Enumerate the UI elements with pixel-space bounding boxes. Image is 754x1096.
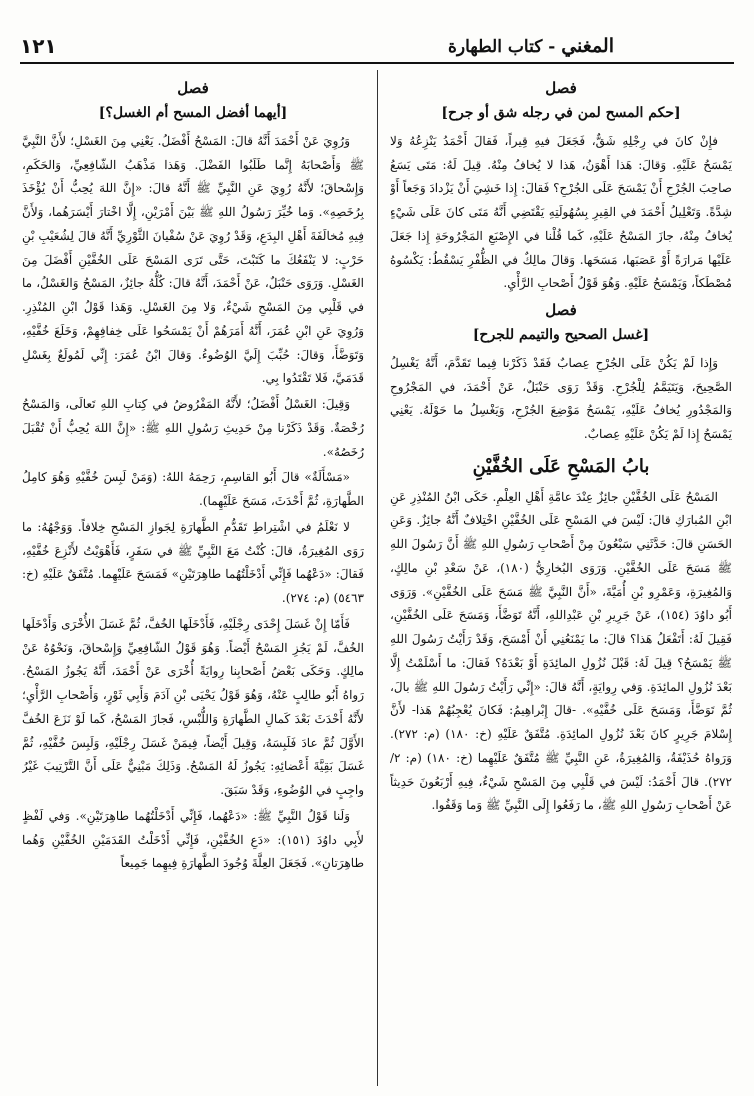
title-separator: - bbox=[542, 37, 562, 57]
fasl-heading: فصل bbox=[177, 79, 209, 97]
running-title bbox=[448, 35, 734, 57]
paragraph: وَلَنا قَوْلُ النَّبِيِّ ﷺ: «دَعْهُما، فَإِنِّي أَدْخَلْتُهُما طاهِرَتَيْنِ». وَفي لَفْظٍ لأَبِي داوُدَ (١٥١): «دَعِ الخُفَّيْنِ، فَإِنِّي أَدْخَلْتُ القَدَمَيْنِ الخُفَّيْنِ وَهُما طاهِرَتانِ». فَجَعَلَ العِلَّةَ وُجُودَ الطَّهارَةِ فِيهِما جَمِيعاً bbox=[22, 808, 364, 871]
chapter-heading: بابُ المَسْحِ عَلَى الخُفَّيْنِ bbox=[472, 455, 650, 477]
section-title: [غسل الصحيح والتيمم للجرح] bbox=[472, 327, 650, 344]
left-column bbox=[22, 74, 364, 1086]
paragraph: فَأَمّا إِنْ غَسَلَ إِحْدَى رِجْلَيْهِ، فَأَدْخَلَها الخُفَّ، ثُمَّ غَسَلَ الأُخْرَى وَأَدْخَلَها الخُفَّ، لَمْ يَجُزِ المَسْحُ أَيْضاً. وَهُوَ قَوْلُ الشّافِعِيِّ وَإِسْحاقَ، وَنَحْوُهُ عَنْ مالِكٍ. وَحَكَى بَعْضُ أَصْحابِنا رِوايَةً أُخْرَى عَنْ أَحْمَدَ، أَنَّهُ يَجُوزُ المَسْحُ. رَواهُ أَبُو طالِبٍ عَنْهُ، وَهُوَ قَوْلُ يَحْيَى بْنِ آدَمَ وَأَبِي ثَوْرٍ، وَأَصْحابِ الرَّأْيِ؛ لأَنَّهُ أَحْدَثَ بَعْدَ كَمالِ الطَّهارَةِ وَاللُّبْسِ، فَجازَ المَسْحُ، كَما لَوْ نَزَعَ الخُفَّ الأَوَّلَ ثُمَّ عادَ فَلَبِسَهُ، وَقِيلَ أَيْضاً، فِيمَنْ غَسَلَ رِجْلَيْهِ، وَلَبِسَ خُفَّيْهِ، ثُمَّ غَسَلَ بَقِيَّةَ أَعْضائِهِ: يَجُوزُ لَهُ المَسْحُ. وَذَلِكَ مَبْنِيٌّ عَلَى أَنَّ التَّرْتِيبَ غَيْرُ واجِبٍ في الوُضُوءِ، وَقَدْ سَبَقَ. bbox=[22, 616, 364, 798]
book-title: المغني bbox=[561, 35, 614, 57]
fasl-heading: فصل bbox=[545, 79, 577, 97]
paragraph: المَسْحُ عَلَى الخُفَّيْنِ جائِزٌ عِنْدَ عامَّةِ أَهْلِ العِلْمِ. حَكَى ابْنُ المُنْذِرِ عَنِ ابْنِ المُبارَكِ قالَ: لَيْسَ في المَسْحِ عَلَى الخُفَّيْنِ اخْتِلافٌ أَنَّهُ جائِزٌ. وَعَنِ الحَسَنِ قالَ: حَدَّثَنِي سَبْعُونَ مِنْ أَصْحابِ رَسُولِ اللهِ ﷺ أَنَّ رَسُولَ اللهِ ﷺ مَسَحَ عَلَى الخُفَّيْنِ. وَرَوَى البُخارِيُّ (١٨٠)، عَنْ سَعْدِ بْنِ مالِكٍ، وَالمُغِيرَةِ، وَعَمْرِو بْنِ أُمَيَّةَ، «أَنَّ النَّبِيَّ ﷺ مَسَحَ عَلَى الخُفَّيْنِ». وَرَوَى أَبُو داوُدَ (١٥٤)، عَنْ جَرِيرِ بْنِ عَبْدِاللهِ، أَنَّهُ تَوَضَّأَ، وَمَسَحَ عَلَى الخُفَّيْنِ، فَقِيلَ لَهُ: أَتَفْعَلُ هَذا؟ قالَ: ما يَمْنَعُنِي أَنْ أَمْسَحَ، وَقَدْ رَأَيْتُ رَسُولَ اللهِ ﷺ يَمْسَحُ؟ قِيلَ لَهُ: قَبْلَ نُزُولِ المائِدَةِ أَوْ بَعْدَهُ؟ فَقالَ: ما أَسْلَمْتُ إِلَّا بَعْدَ نُزُولِ المائِدَةِ. وَفي رِوايَةٍ، أَنَّهُ قالَ: «إِنِّي رَأَيْتُ رَسُولَ اللهِ ﷺ بالَ، ثُمَّ تَوَضَّأَ، وَمَسَحَ عَلَى خُفَّيْهِ». -قالَ إِبْراهِيمُ: فَكانَ يُعْجِبُهُمْ هَذا- لأَنَّ إِسْلامَ جَرِيرٍ كانَ بَعْدَ نُزُولِ المائِدَةِ. مُتَّفَقٌ عَلَيْهِ (خ: ١٨٠) (م: ٢٧٢). وَرَواهُ حُذَيْفَةُ، وَالمُغِيرَةُ، عَنِ النَّبِيِّ ﷺ مُتَّفَقٌ عَلَيْهِما (خ: ١٨٠) (م: ٢/ ٢٧٢). قالَ أَحْمَدُ: لَيْسَ في قَلْبِي مِنَ المَسْحِ شَيْءٌ، فِيهِ أَرْبَعُونَ حَدِيثاً عَنْ أَصْحابِ رَسُولِ اللهِ ﷺ، ما رَفَعُوا إِلَى النَّبِيِّ ﷺ وَما وَقَفُوا. bbox=[390, 489, 732, 813]
paragraph: وَقِيلَ: الغَسْلُ أَفْضَلُ؛ لأَنَّهُ المَفْرُوضُ في كِتابِ اللهِ تَعالَى، وَالمَسْحُ رُخْصَةٌ. وَقَدْ ذَكَرْنا مِنْ حَدِيثِ رَسُولِ اللهِ ﷺ: «إِنَّ اللهَ يُحِبُّ أَنْ تُقْبَلَ رُخَصُهُ». bbox=[22, 397, 364, 459]
fasl-heading: فصل bbox=[545, 301, 577, 320]
masala-paragraph: «مَسْأَلَةٌ» قالَ أَبُو القاسِمِ، رَحِمَهُ اللهُ: (وَمَنْ لَبِسَ خُفَّيْهِ وَهُوَ كامِلُ الطَّهارَةِ، ثُمَّ أَحْدَثَ، مَسَحَ عَلَيْهِما). bbox=[22, 470, 364, 509]
page-number: ١٢١ bbox=[20, 34, 57, 58]
paragraph: وَرُوِيَ عَنْ أَحْمَدَ أَنَّهُ قالَ: المَسْحُ أَفْضَلُ. يَعْنِي مِنَ الغَسْلِ؛ لأَنَّ النَّبِيَّ ﷺ وَأَصْحابَهُ إِنَّما طَلَبُوا الفَضْلَ. وَهَذا مَذْهَبُ الشّافِعِيِّ، وَالحَكَمِ، وَإِسْحاقَ؛ لأَنَّهُ رُوِيَ عَنِ النَّبِيِّ ﷺ أَنَّهُ قالَ: «إِنَّ اللهَ يُحِبُّ أَنْ يُؤْخَذَ بِرُخَصِهِ». وَما خُيِّرَ رَسُولُ اللهِ ﷺ بَيْنَ أَمْرَيْنِ، إِلَّا اخْتارَ أَيْسَرَهُما، وَلأَنَّ فِيهِ مُخالَفَةَ أَهْلِ البِدَعِ، وَقَدْ رُوِيَ عَنْ سُفْيانَ الثَّوْرِيِّ أَنَّهُ قالَ لِشُعَيْبِ بْنِ حَرْبٍ: لا يَنْفَعُكَ ما كَتَبْتَ، حَتَّى تَرَى المَسْحَ عَلَى الخُفَّيْنِ أَفْضَلَ مِنَ الغَسْلِ. وَرَوَى حَنْبَلٌ، عَنْ أَحْمَدَ، أَنَّهُ قالَ: كُلُّهُ جائِزٌ، المَسْحُ وَالغَسْلُ، ما في قَلْبِي مِنَ المَسْحِ شَيْءٌ، وَلا مِنَ الغَسْلِ. وَهَذا قَوْلُ ابْنِ المُنْذِرِ. وَرُوِيَ عَنِ ابْنِ عُمَرَ، أَنَّهُ أَمَرَهُمْ أَنْ يَمْسَحُوا عَلَى خِفافِهِمْ، وَخَلَعَ خُفَّيْهِ، وَتَوَضَّأَ، وَقالَ: حُبِّبَ إِلَيَّ الوُضُوءُ. وَقالَ ابْنُ عُمَرَ: إِنِّي لَمُولَعٌ بِغَسْلِ قَدَمَيَّ، فَلا تَقْتَدُوا بِي. bbox=[22, 133, 364, 386]
paragraph: فإِنْ كانَ في رِجْلِهِ شَقٌّ، فَجَعَلَ فيهِ قِيراً، فَقالَ أَحْمَدُ يَنْزِعُهُ وَلا يَمْسَحُ عَلَيْهِ. وَقالَ: هَذا أَهْوَنُ، هَذا لا يُخافُ مِنْهُ. قِيلَ لَهُ: مَتَى يَسَعُ صاحِبَ الجُرْحِ أَنْ يَمْسَحَ عَلَى الجُرْحِ؟ فَقالَ: إِذا خَشِيَ أَنْ يَزْدادَ وَجَعاً أَوْ شِدَّةً. وَتَعْلِيلُ أَحْمَدَ في القِيرِ بِسُهُولَتِهِ يَقْتَضِي أَنَّهُ مَتَى كانَ عَلَى شَيْءٍ يُخافُ مِنْهُ، جازَ المَسْحُ عَلَيْهِ، كَما قُلْنا في الإِصْبَعِ المَجْرُوحَةِ إِذا جَعَلَ عَلَيْها مَرارَةً أَوْ عَصَبَها، مَسَحَها. وَقالَ مالِكٌ في الظُّفْرِ يَسْقُطُ: يَكْسُوهُ مُصْطَكاً، وَيَمْسَحُ عَلَيْهِ. وَهُوَ قَوْلُ أَصْحابِ الرَّأْيِ. bbox=[390, 133, 732, 291]
section-title: [حكم المسح لمن في رجله شق أو جرح] bbox=[441, 105, 681, 121]
column-divider bbox=[377, 70, 378, 1086]
paragraph: لا نَعْلَمُ في اشْتِراطِ تَقَدُّمِ الطَّهارَةِ لِجَوازِ المَسْحِ خِلافاً. وَوَجْهُهُ: ما رَوَى المُغِيرَةُ، قالَ: كُنْتُ مَعَ النَّبِيِّ ﷺ في سَفَرٍ، فَأَهْوَيْتُ لأَنْزِعَ خُفَّيْهِ، فَقالَ: «دَعْهُما فَإِنِّي أَدْخَلْتُهُما طاهِرَتَيْنِ» فَمَسَحَ عَلَيْهِما. مُتَّفَقٌ عَلَيْهِ (خ: ٥٤٦٣) (م: ٢٧٤). bbox=[22, 519, 364, 606]
paragraph: وَإِذا لَمْ يَكُنْ عَلَى الجُرْحِ عِصابٌ فَقَدْ ذَكَرْنا فِيما تَقَدَّمَ، أَنَّهُ يَغْسِلُ الصَّحِيحَ، وَيَتَيَمَّمُ لِلْجُرْحِ. وَقَدْ رَوَى حَنْبَلٌ، عَنْ أَحْمَدَ، في المَجْرُوحِ وَالمَجْدُورِ يُخافُ عَلَيْهِ، يَمْسَحُ مَوْضِعَ الجُرْحِ، وَيَغْسِلُ ما حَوْلَهُ. يَعْنِي يَمْسَحُ إِذا لَمْ يَكُنْ عَلَيْهِ عِصابٌ. bbox=[390, 355, 732, 442]
running-header bbox=[20, 30, 734, 64]
right-column bbox=[390, 74, 732, 1086]
section-title: [أيهما أفضل المسح أم الغسل؟] bbox=[98, 105, 288, 121]
chapter-title: كتاب الطهارة bbox=[447, 37, 543, 57]
